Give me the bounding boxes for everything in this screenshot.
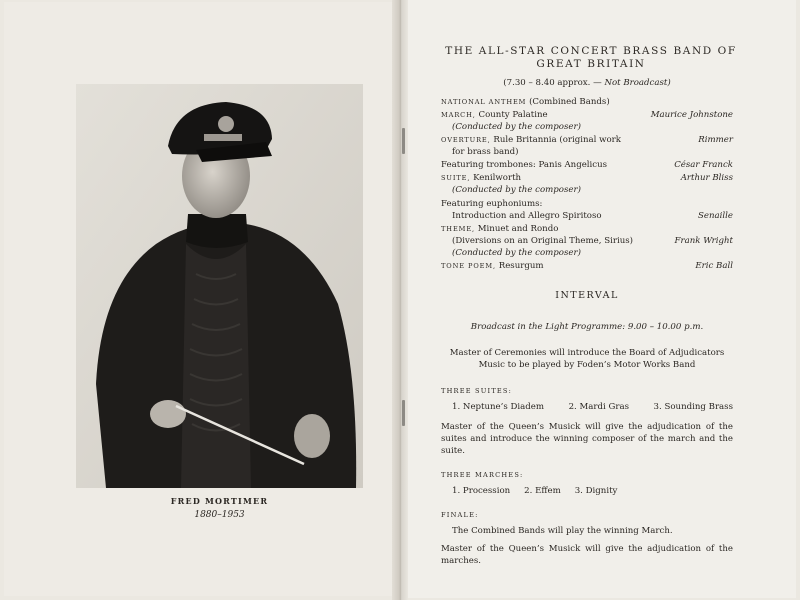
item-kind: NATIONAL ANTHEM [441, 98, 527, 106]
suites-adjudication: Master of the Queen’s Musick will give the adjudication of the suites and introduce the winning composer of the march and the suite. [441, 422, 733, 456]
item-composer: Frank Wright [674, 236, 733, 246]
programme-item [441, 223, 733, 259]
item-composer: César Franck [674, 160, 733, 170]
staple-bottom [402, 400, 405, 426]
item-composer: Senaille [698, 211, 733, 221]
item-title: Featuring euphoniums: [441, 199, 543, 209]
item-title: Featuring trombones: Panis Angelicus [441, 160, 608, 170]
march-option: 3. Dignity [574, 486, 618, 496]
programme-timing [441, 77, 733, 89]
item-composer: Maurice Johnstone [650, 110, 733, 120]
suite-option: 2. Mardi Gras [568, 402, 630, 412]
marches-heading: THREE MARCHES: [441, 471, 524, 479]
item-title: Kenilworth [470, 173, 522, 183]
staple-top [402, 128, 405, 154]
programme-item [441, 172, 733, 196]
suites-list [441, 401, 733, 413]
programme-item [441, 159, 733, 171]
mc-line-2: Music to be played by Foden’s Motor Works Band [478, 360, 696, 370]
programme [441, 45, 737, 567]
march-option: 1. Procession [452, 486, 511, 496]
timing-text: (7.30 – 8.40 approx. — [503, 78, 602, 88]
programme-item [441, 96, 733, 108]
suite-option: 3. Sounding Brass [653, 402, 733, 412]
marches-list [441, 485, 733, 497]
item-title: (Combined Bands) [526, 97, 610, 107]
item-kind: OVERTURE, [441, 136, 491, 144]
item-title: Rule Britannia (original work [490, 135, 621, 145]
march-option: 2. Effem [524, 486, 561, 496]
programme-item [441, 260, 733, 272]
item-composer: Eric Ball [695, 261, 733, 271]
item-continuation: (Diversions on an Original Theme, Sirius) [452, 236, 634, 246]
item-kind: THEME, [441, 225, 476, 233]
programme-title: THE ALL-STAR CONCERT BRASS BAND OF GREAT BRITAIN [445, 45, 737, 70]
item-title: County Palatine [475, 110, 548, 120]
item-title: Minuet and Rondo [475, 224, 559, 234]
programme-item [441, 134, 733, 158]
mc-line-1: Master of Ceremonies will introduce the Board of Adjudicators [449, 348, 725, 358]
suites-heading: THREE SUITES: [441, 387, 513, 395]
item-title: Resurgum [496, 261, 544, 271]
conductor-photograph [76, 84, 363, 488]
item-note: (Conducted by the composer) [452, 185, 581, 195]
page-gutter [392, 0, 408, 600]
programme-item [441, 109, 733, 133]
item-note: (Conducted by the composer) [452, 248, 581, 258]
item-composer: Rimmer [698, 135, 733, 145]
marches-adjudication: Master of the Queen’s Musick will give the adjudication of the marches. [441, 544, 733, 566]
item-continuation: Introduction and Allegro Spiritoso [452, 211, 602, 221]
item-note: (Conducted by the composer) [452, 122, 581, 132]
programme-item [441, 198, 733, 222]
finale-line: The Combined Bands will play the winning March. [452, 526, 673, 536]
photo-caption-years: 1880–1953 [194, 510, 245, 520]
broadcast-note: Broadcast in the Light Programme: 9.00 – 10.00 p.m. [470, 322, 704, 332]
item-kind: MARCH, [441, 111, 476, 119]
interval-heading: INTERVAL [555, 290, 619, 301]
not-broadcast-text: Not Broadcast) [604, 78, 671, 88]
item-kind: SUITE, [441, 174, 471, 182]
item-kind: TONE POEM, [441, 262, 496, 270]
item-continuation: for brass band) [452, 147, 519, 157]
finale-heading: FINALE: [441, 511, 479, 519]
item-composer: Arthur Bliss [680, 173, 733, 183]
suite-option: 1. Neptune’s Diadem [452, 402, 545, 412]
photo-caption-name: FRED MORTIMER [170, 496, 269, 506]
